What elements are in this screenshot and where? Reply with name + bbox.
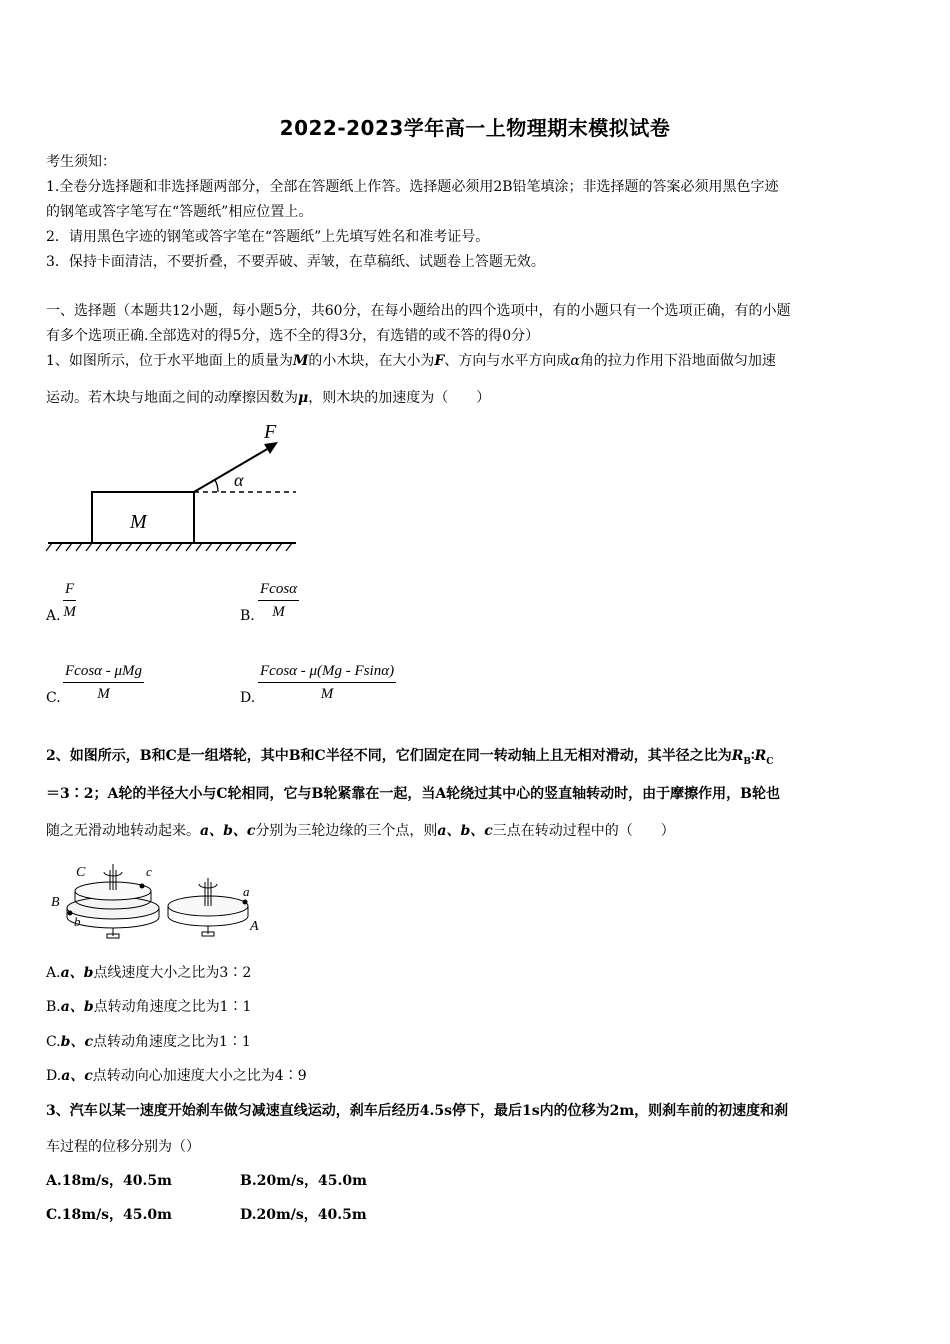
q1-option-label: D.: [240, 690, 256, 706]
notice-item: 3．保持卡面清洁，不要折叠，不要弄破、弄皱，在草稿纸、试题卷上答题无效。: [46, 254, 545, 270]
q2-stem: ＝3∶2；A轮的半径大小与C轮相同，它与B轮紧靠在一起，当A轮绕过其中心的竖直轴转动时，由于摩擦作用，B轮也: [46, 786, 781, 802]
q2-option-a[interactable]: A.a、b点线速度大小之比为3∶2: [46, 965, 252, 981]
angle-label: α: [234, 470, 244, 490]
notice-item: 1.全卷分选择题和非选择题两部分，全部在答题纸上作答。选择题必须用2B铅笔填涂；非选择题的答案必须用黑色字迹: [46, 179, 779, 195]
q3-stem: 车过程的位移分别为（）: [46, 1139, 200, 1155]
notice-heading: 考生须知：: [46, 154, 116, 170]
point-c: [140, 884, 145, 889]
label-c: c: [146, 864, 152, 879]
q1-option-label: A.: [46, 608, 61, 624]
notice-item: 的钢笔或答字笔写在“答题纸”相应位置上。: [46, 204, 313, 220]
q1-option-d[interactable]: $\frac{Fcos\alpha - \mu(Mg - Fsin\alpha)}{M}$: [258, 660, 396, 705]
q2-tower-wheel-diagram: [48, 854, 268, 944]
q2-option-c[interactable]: C.b、c点转动角速度之比为1∶1: [46, 1034, 251, 1050]
q3-option-c[interactable]: C.18m/s，45.0m: [46, 1207, 172, 1223]
point-a: [243, 900, 248, 905]
label-b: b: [74, 914, 81, 929]
q3-option-d[interactable]: D.20m/s，40.5m: [240, 1207, 367, 1223]
label-A: A: [250, 919, 259, 934]
block-label: M: [130, 511, 147, 533]
q1-option-a[interactable]: $\frac{F}{M}$: [63, 578, 76, 623]
q3-stem: 3、汽车以某一速度开始刹车做匀减速直线运动，刹车后经历4.5s停下，最后1s内的位移为2m，则刹车前的初速度和刹: [46, 1103, 789, 1119]
q2-option-b[interactable]: B.a、b点转动角速度之比为1∶1: [46, 999, 252, 1015]
q2-stem: 2、如图所示，B和C是一组塔轮，其中B和C半径不同，它们固定在同一转动轴上且无相对滑动，其半径之比为$R_B∶R_C$: [46, 748, 774, 767]
label-B: B: [51, 895, 60, 910]
notice-item: 2．请用黑色字迹的钢笔或答字笔在“答题纸”上先填写姓名和准考证号。: [46, 229, 490, 245]
q1-stem: 运动。若木块与地面之间的动摩擦因数为μ，则木块的加速度为（ ）: [46, 390, 491, 406]
point-b: [68, 911, 73, 916]
force-label: F: [264, 421, 277, 443]
label-C: C: [76, 865, 86, 880]
section-instructions: 一、选择题（本题共12小题，每小题5分，共60分，在每小题给出的四个选项中，有的小题只有一个选项正确，有的小题: [46, 303, 791, 319]
q3-option-b[interactable]: B.20m/s，45.0m: [240, 1173, 367, 1189]
arrow-head-icon: [264, 442, 278, 454]
q3-option-a[interactable]: A.18m/s，40.5m: [46, 1173, 172, 1189]
q2-option-d[interactable]: D.a、c点转动向心加速度大小之比为4∶9: [46, 1068, 307, 1084]
q2-stem: 随之无滑动地转动起来。a、b、c分别为三轮边缘的三个点，则a、b、c三点在转动过程中的（ ）: [46, 823, 675, 839]
angle-arc: [215, 480, 218, 492]
section-instructions: 有多个选项正确.全部选对的得5分，选不全的得3分，有选错的或不答的得0分）: [46, 328, 540, 344]
q1-option-label: C.: [46, 690, 61, 706]
q1-option-label: B.: [240, 608, 255, 624]
ground-hatch: [46, 543, 292, 551]
force-arrow: [194, 448, 269, 492]
q1-stem: 1、如图所示，位于水平地面上的质量为M的小木块，在大小为F、方向与水平方向成α角的拉力作用下沿地面做匀加速: [46, 353, 776, 369]
q1-block-diagram: [44, 418, 304, 553]
q1-option-c[interactable]: Fcosα - μMg M: [63, 660, 144, 705]
q1-option-b[interactable]: $\frac{Fcos\alpha}{M}$: [258, 578, 299, 623]
label-a: a: [243, 884, 250, 899]
page-title: 2022-2023学年高一上物理期末模拟试卷: [279, 116, 671, 140]
